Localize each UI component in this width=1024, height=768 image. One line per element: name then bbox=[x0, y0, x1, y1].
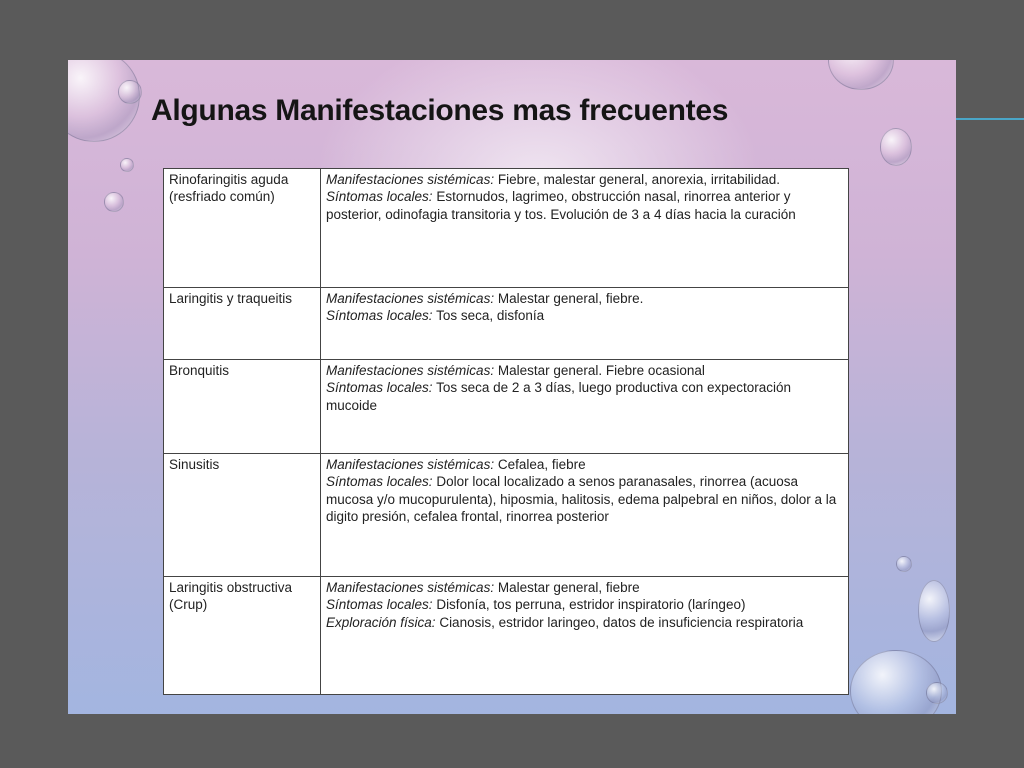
manifestation-line bbox=[326, 473, 843, 525]
manifestation-label: Síntomas locales: bbox=[326, 474, 433, 490]
manifestations-table bbox=[163, 168, 849, 695]
manifestation-label: Manifestaciones sistémicas: bbox=[326, 291, 495, 306]
table-row bbox=[164, 454, 849, 577]
manifestation-text: Malestar general. Fiebre ocasional bbox=[494, 363, 705, 378]
bubble-decoration bbox=[896, 556, 912, 572]
manifestation-text: Cianosis, estridor laringeo, datos de insuficiencia respiratoria bbox=[435, 614, 804, 630]
manifestation-text: Tos seca de 2 a 3 días, luego productiva con expectoración mucoide bbox=[326, 380, 792, 413]
manifestation-label: Síntomas locales: bbox=[326, 597, 433, 613]
manifestation-label: Síntomas locales: bbox=[326, 308, 433, 324]
bubble-decoration bbox=[850, 650, 942, 714]
bubble-decoration bbox=[118, 80, 142, 104]
condition-cell: Laringitis obstructiva (Crup) bbox=[164, 577, 321, 695]
manifestation-line bbox=[326, 379, 843, 414]
slide bbox=[68, 60, 956, 714]
manifestation-label: Manifestaciones sistémicas: bbox=[326, 580, 495, 595]
bubble-decoration bbox=[104, 192, 124, 212]
bubble-decoration bbox=[880, 128, 912, 166]
manifestation-text: Estornudos, lagrimeo, obstrucción nasal, rinorrea anterior y posterior, odinofagia transitoria y tos. Evolución de 3 a 4 días hacia la curación bbox=[326, 189, 796, 222]
manifestation-line bbox=[326, 290, 843, 307]
bubble-decoration bbox=[918, 580, 950, 642]
manifestation-line bbox=[326, 362, 843, 379]
manifestation-text: Disfonía, tos perruna, estridor inspiratorio (laríngeo) bbox=[432, 597, 746, 613]
manifestation-label: Síntomas locales: bbox=[326, 380, 433, 396]
condition-cell: Laringitis y traqueitis bbox=[164, 288, 321, 360]
manifestations-cell bbox=[321, 454, 849, 577]
manifestation-label: Exploración física: bbox=[326, 614, 436, 630]
bubble-decoration bbox=[828, 60, 894, 90]
manifestations-cell bbox=[321, 360, 849, 454]
manifestation-label: Manifestaciones sistémicas: bbox=[326, 172, 495, 187]
manifestation-line bbox=[326, 307, 843, 324]
manifestation-text: Malestar general, fiebre. bbox=[494, 291, 644, 306]
manifestation-label: Manifestaciones sistémicas: bbox=[326, 363, 495, 378]
manifestation-text: Cefalea, fiebre bbox=[494, 457, 586, 472]
manifestation-text: Tos seca, disfonía bbox=[432, 308, 545, 324]
accent-line bbox=[956, 118, 1024, 120]
manifestation-line bbox=[326, 171, 843, 188]
table-row bbox=[164, 288, 849, 360]
condition-cell: Rinofaringitis aguda (resfriado común) bbox=[164, 169, 321, 288]
manifestations-cell bbox=[321, 169, 849, 288]
manifestation-line bbox=[326, 596, 843, 613]
manifestation-text: Malestar general, fiebre bbox=[494, 580, 640, 595]
manifestation-line bbox=[326, 188, 843, 223]
manifestation-text: Fiebre, malestar general, anorexia, irritabilidad. bbox=[494, 172, 780, 187]
condition-cell: Sinusitis bbox=[164, 454, 321, 577]
manifestation-line bbox=[326, 579, 843, 596]
bubble-decoration bbox=[926, 682, 948, 704]
table-row bbox=[164, 577, 849, 695]
table-row bbox=[164, 169, 849, 288]
slide-title: Algunas Manifestaciones mas frecuentes bbox=[151, 94, 729, 127]
manifestation-label: Síntomas locales: bbox=[326, 189, 433, 205]
table-row bbox=[164, 360, 849, 454]
manifestation-label: Manifestaciones sistémicas: bbox=[326, 457, 495, 472]
manifestations-cell bbox=[321, 577, 849, 695]
condition-cell: Bronquitis bbox=[164, 360, 321, 454]
manifestation-line bbox=[326, 456, 843, 473]
manifestations-cell bbox=[321, 288, 849, 360]
manifestation-line bbox=[326, 614, 843, 631]
bubble-decoration bbox=[120, 158, 134, 172]
manifestation-text: Dolor local localizado a senos paranasales, rinorrea (acuosa mucosa y/o mucopurulenta), hiposmia, halitosis, edema palpebral en niños, dolor a la digito presión, cefalea frontal, rinorrea posterior bbox=[326, 474, 837, 524]
